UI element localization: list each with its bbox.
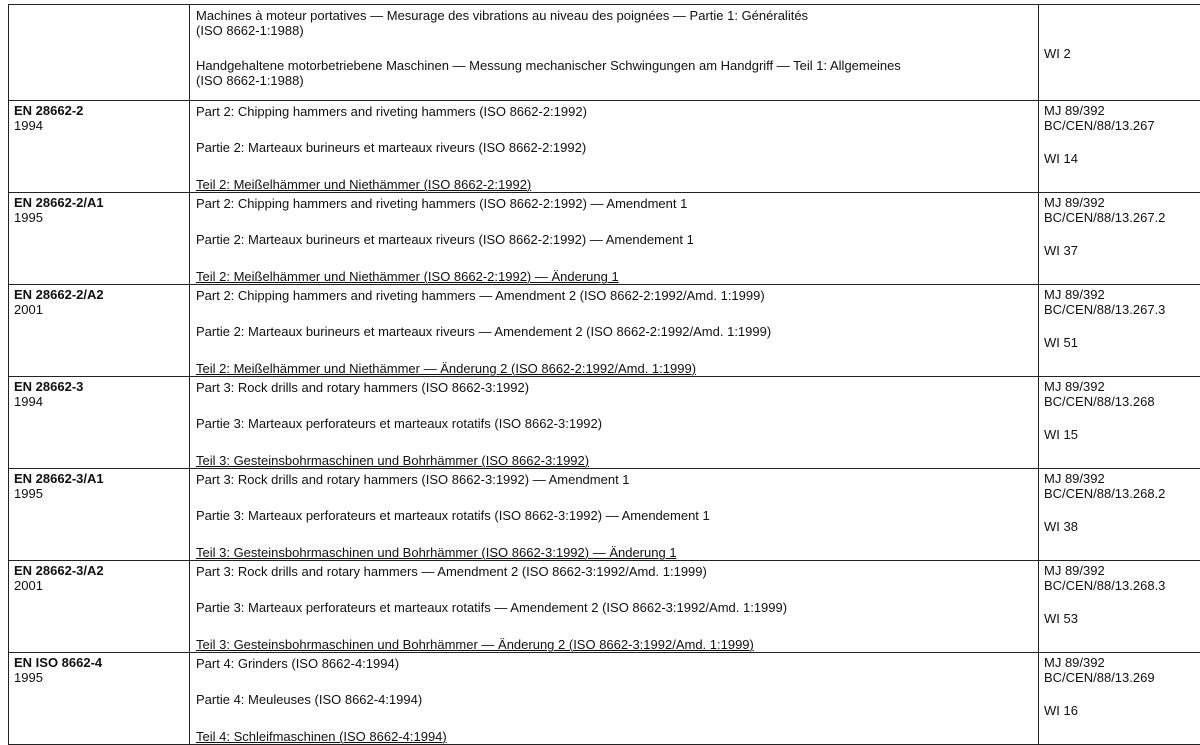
title-french: Partie 2: Marteaux burineurs et marteaux riveurs — Amendement 2 (ISO 8662-2:1992/Amd. 1:1999)	[196, 324, 1032, 339]
title-french-line-1: Machines à moteur portatives — Mesurage des vibrations au niveau des poignées — Partie 1: Généralités	[196, 8, 1032, 23]
title-cell	[190, 285, 1039, 377]
work-item: WI 38	[1044, 519, 1200, 534]
title-english: Part 3: Rock drills and rotary hammers (ISO 8662-3:1992)	[196, 380, 1032, 395]
work-item: WI 53	[1044, 611, 1200, 626]
title-french: Partie 4: Meuleuses (ISO 8662-4:1994)	[196, 692, 1032, 707]
standard-number: EN 28662-2	[14, 103, 184, 118]
title-english: Part 4: Grinders (ISO 8662-4:1994)	[196, 656, 1032, 671]
title-german: Teil 2: Meißelhämmer und Niethämmer (ISO 8662-2:1992)	[196, 177, 1032, 192]
work-item: WI 16	[1044, 703, 1200, 718]
table-row	[9, 653, 1200, 745]
mandate-ref: BC/CEN/88/13.268.2	[1044, 486, 1200, 501]
title-german-line-1: Handgehaltene motorbetriebene Maschinen — Messung mechanischer Schwingungen am Handgriff — Teil 1: Allgemeines	[196, 58, 1032, 73]
standard-number-cell	[9, 377, 190, 469]
standard-number: EN 28662-2/A1	[14, 195, 184, 210]
reference-cell	[1039, 5, 1200, 101]
work-item: WI 14	[1044, 151, 1200, 166]
title-german-line-2: (ISO 8662-1:1988)	[196, 73, 1032, 88]
mandate-ref: BC/CEN/88/13.267.2	[1044, 210, 1200, 225]
title-french: Partie 3: Marteaux perforateurs et marteaux rotatifs (ISO 8662-3:1992) — Amendement 1	[196, 508, 1032, 523]
mandate-ref: BC/CEN/88/13.268	[1044, 394, 1200, 409]
title-cell	[190, 193, 1039, 285]
directive-ref: MJ 89/392	[1044, 471, 1200, 486]
standard-number: EN 28662-3	[14, 379, 184, 394]
standard-year: 1994	[14, 394, 184, 409]
title-german: Teil 2: Meißelhämmer und Niethämmer (ISO 8662-2:1992) — Änderung 1	[196, 269, 1032, 284]
reference-cell	[1039, 285, 1200, 377]
table-row	[9, 5, 1200, 101]
reference-cell	[1039, 377, 1200, 469]
standard-year: 1995	[14, 670, 184, 685]
title-cell	[190, 5, 1039, 101]
standard-year: 1995	[14, 210, 184, 225]
title-cell	[190, 653, 1039, 745]
standard-number-cell	[9, 5, 190, 101]
title-cell	[190, 377, 1039, 469]
table-row	[9, 469, 1200, 561]
work-item: WI 2	[1044, 46, 1200, 61]
work-item: WI 37	[1044, 243, 1200, 258]
title-english: Part 2: Chipping hammers and riveting hammers — Amendment 2 (ISO 8662-2:1992/Amd. 1:1999)	[196, 288, 1032, 303]
table-row	[9, 285, 1200, 377]
table-row	[9, 193, 1200, 285]
title-french: Partie 3: Marteaux perforateurs et marteaux rotatifs (ISO 8662-3:1992)	[196, 416, 1032, 431]
table-row	[9, 377, 1200, 469]
standard-number: EN ISO 8662-4	[14, 655, 184, 670]
title-french: Partie 3: Marteaux perforateurs et marteaux rotatifs — Amendement 2 (ISO 8662-3:1992/Amd. 1:1999)	[196, 600, 1032, 615]
standard-year: 2001	[14, 302, 184, 317]
standard-number-cell	[9, 285, 190, 377]
standard-year: 1995	[14, 486, 184, 501]
directive-ref: MJ 89/392	[1044, 563, 1200, 578]
standard-number: EN 28662-3/A1	[14, 471, 184, 486]
standard-number-cell	[9, 193, 190, 285]
work-item: WI 51	[1044, 335, 1200, 350]
title-cell	[190, 469, 1039, 561]
title-english: Part 2: Chipping hammers and riveting hammers (ISO 8662-2:1992) — Amendment 1	[196, 196, 1032, 211]
standard-number-cell	[9, 101, 190, 193]
title-english: Part 3: Rock drills and rotary hammers (ISO 8662-3:1992) — Amendment 1	[196, 472, 1032, 487]
standard-number-cell	[9, 469, 190, 561]
directive-ref: MJ 89/392	[1044, 379, 1200, 394]
reference-cell	[1039, 101, 1200, 193]
mandate-ref: BC/CEN/88/13.267	[1044, 118, 1200, 133]
mandate-ref: BC/CEN/88/13.269	[1044, 670, 1200, 685]
title-english: Part 3: Rock drills and rotary hammers — Amendment 2 (ISO 8662-3:1992/Amd. 1:1999)	[196, 564, 1032, 579]
reference-cell	[1039, 193, 1200, 285]
title-english: Part 2: Chipping hammers and riveting hammers (ISO 8662-2:1992)	[196, 104, 1032, 119]
standard-number: EN 28662-2/A2	[14, 287, 184, 302]
title-german: Teil 3: Gesteinsbohrmaschinen und Bohrhämmer (ISO 8662-3:1992)	[196, 453, 1032, 468]
standard-number-cell	[9, 653, 190, 745]
directive-ref: MJ 89/392	[1044, 287, 1200, 302]
directive-ref: MJ 89/392	[1044, 655, 1200, 670]
standard-number-cell	[9, 561, 190, 653]
reference-cell	[1039, 653, 1200, 745]
title-german: Teil 3: Gesteinsbohrmaschinen und Bohrhämmer (ISO 8662-3:1992) — Änderung 1	[196, 545, 1032, 560]
title-german: Teil 2: Meißelhämmer und Niethämmer — Änderung 2 (ISO 8662-2:1992/Amd. 1:1999)	[196, 361, 1032, 376]
title-cell	[190, 101, 1039, 193]
title-cell	[190, 561, 1039, 653]
reference-cell	[1039, 561, 1200, 653]
directive-ref: MJ 89/392	[1044, 195, 1200, 210]
title-french: Partie 2: Marteaux burineurs et marteaux riveurs (ISO 8662-2:1992) — Amendement 1	[196, 232, 1032, 247]
standard-year: 1994	[14, 118, 184, 133]
table-row	[9, 101, 1200, 193]
title-french: Partie 2: Marteaux burineurs et marteaux riveurs (ISO 8662-2:1992)	[196, 140, 1032, 155]
standard-year: 2001	[14, 578, 184, 593]
work-item: WI 15	[1044, 427, 1200, 442]
title-french-line-2: (ISO 8662-1:1988)	[196, 23, 1032, 38]
title-german: Teil 3: Gesteinsbohrmaschinen und Bohrhämmer — Änderung 2 (ISO 8662-3:1992/Amd. 1:1999)	[196, 637, 1032, 652]
title-german: Teil 4: Schleifmaschinen (ISO 8662-4:1994)	[196, 729, 1032, 744]
reference-cell	[1039, 469, 1200, 561]
table-row	[9, 561, 1200, 653]
mandate-ref: BC/CEN/88/13.268.3	[1044, 578, 1200, 593]
standards-table	[8, 4, 1200, 745]
standard-number: EN 28662-3/A2	[14, 563, 184, 578]
directive-ref: MJ 89/392	[1044, 103, 1200, 118]
mandate-ref: BC/CEN/88/13.267.3	[1044, 302, 1200, 317]
